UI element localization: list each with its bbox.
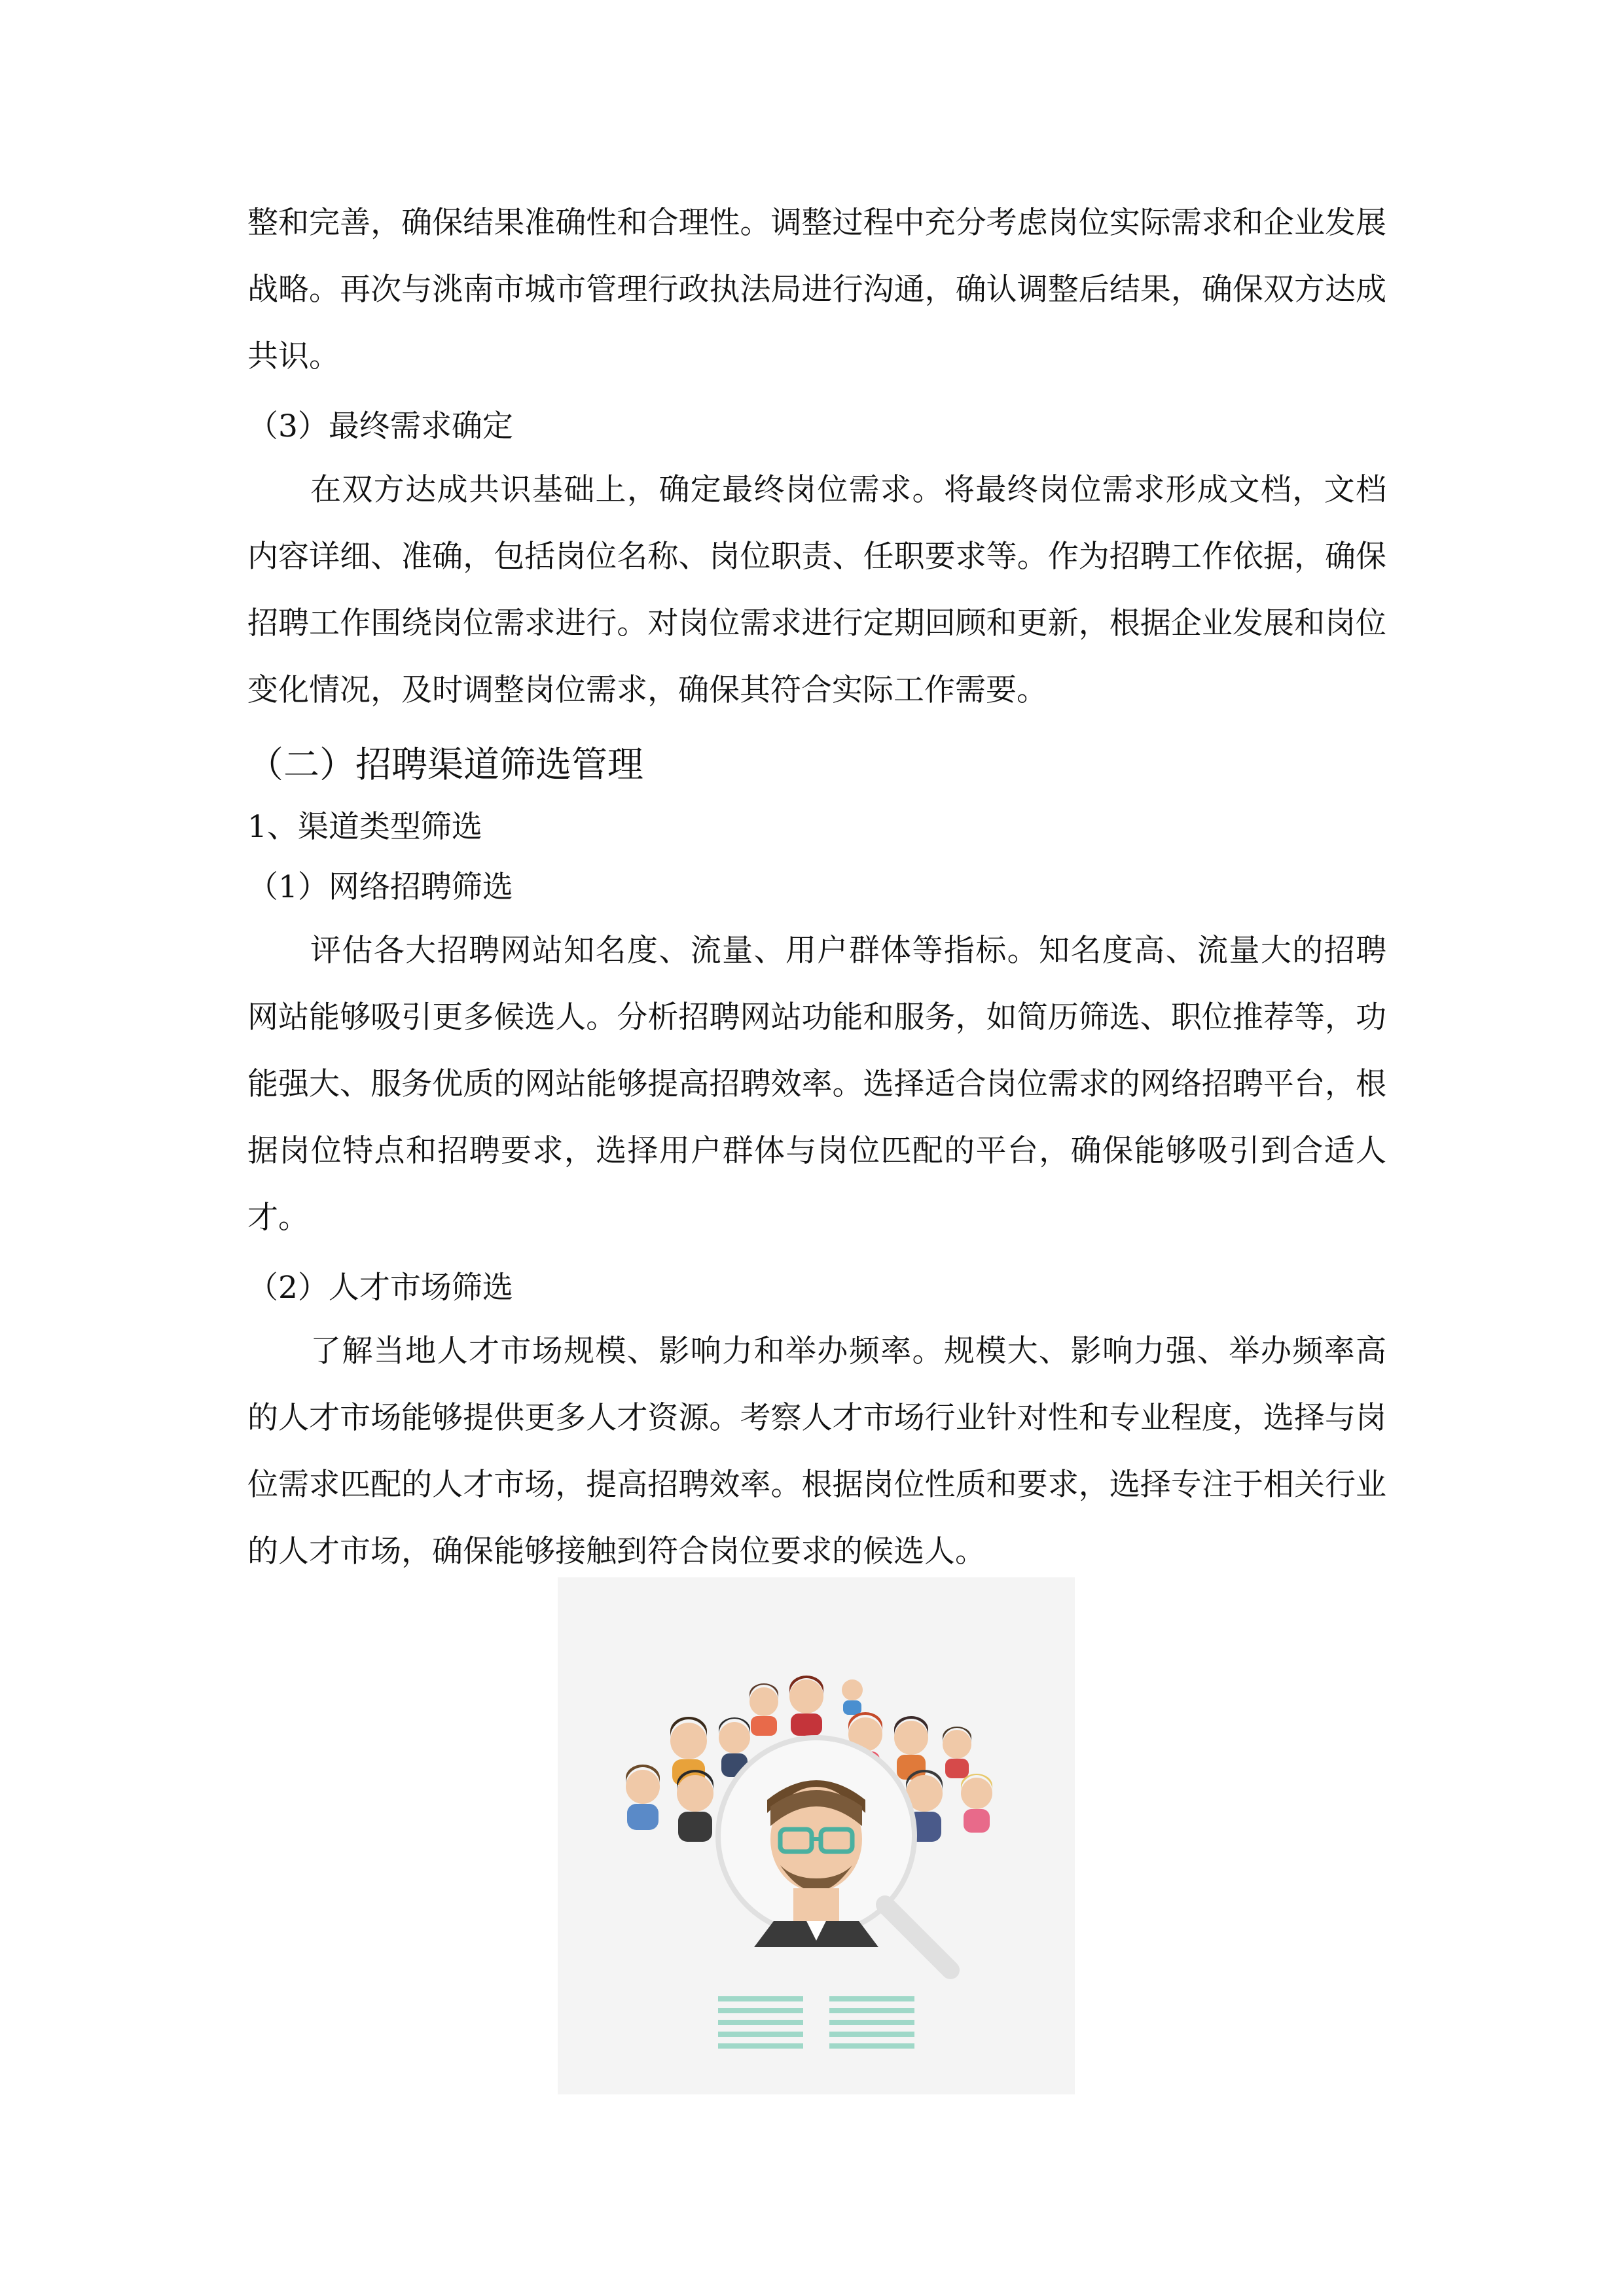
heading-online-recruitment: （1）网络招聘筛选 — [247, 869, 513, 905]
paragraph-online-recruitment: 评估各大招聘网站知名度、流量、用户群体等指标。知名度高、流量大的招聘网站能够吸引更多候选人。分析招聘网站功能和服务，如简历筛选、职位推荐等，功能强大、服务优质的网站能够提高招聘效率。选择适合岗位需求的网络招聘平台，根据岗位特点和招聘要求，选择用户群体与岗位匹配的平台，确保能够吸引到合适人才。 — [247, 933, 1386, 1236]
paragraph-talent-market: 了解当地人才市场规模、影响力和举办频率。规模大、影响力强、举办频率高的人才市场能够提供更多人才资源。考察人才市场行业针对性和专业程度，选择与岗位需求匹配的人才市场，提高招聘效率。根据岗位性质和要求，选择专注于相关行业的人才市场，确保能够接触到符合岗位要求的候选人。 — [247, 1333, 1386, 1570]
section-heading-channel: （二）招聘渠道筛选管理 — [247, 744, 644, 785]
document-body — [247, 190, 1386, 1585]
heading-channel-type: 1、渠道类型筛选 — [247, 809, 482, 845]
heading-final-demand: （3）最终需求确定 — [247, 408, 513, 444]
heading-talent-market: （2）人才市场筛选 — [247, 1270, 513, 1306]
crowd-magnifier-illustration-icon — [558, 1577, 1075, 2094]
paragraph-adjustment: 整和完善，确保结果准确性和合理性。调整过程中充分考虑岗位实际需求和企业发展战略。再次与洮南市城市管理行政执法局进行沟通，确认调整后结果，确保双方达成共识。 — [247, 205, 1386, 374]
paragraph-final-demand: 在双方达成共识基础上，确定最终岗位需求。将最终岗位需求形成文档，文档内容详细、准确，包括岗位名称、岗位职责、任职要求等。作为招聘工作依据，确保招聘工作围绕岗位需求进行。对岗位需求进行定期回顾和更新，根据企业发展和岗位变化情况，及时调整岗位需求，确保其符合实际工作需要。 — [247, 472, 1386, 708]
